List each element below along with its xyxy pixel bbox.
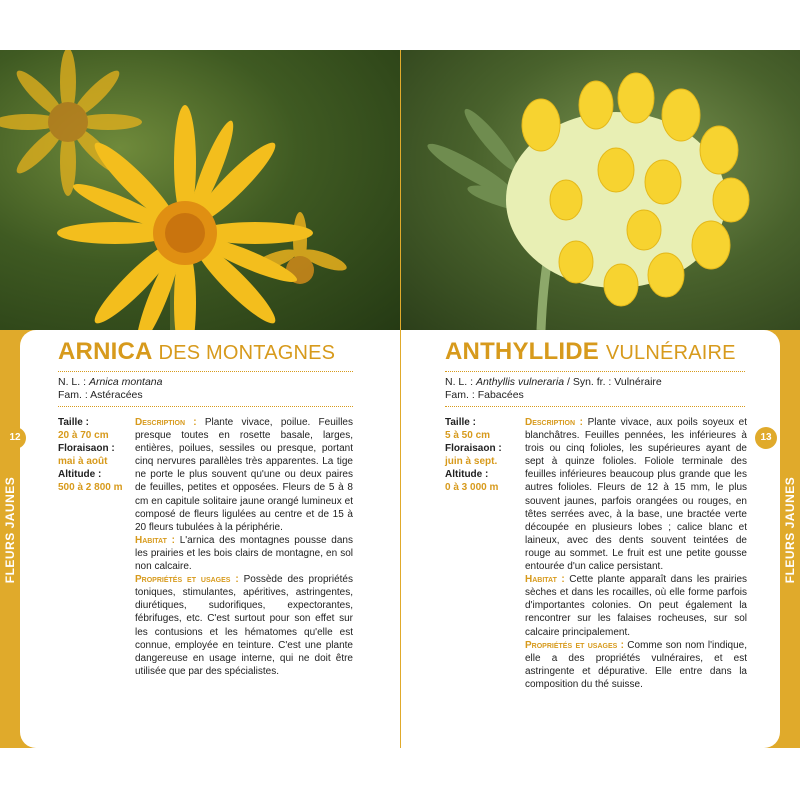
description-text — [525, 416, 747, 691]
altitude-label: Altitude : — [58, 469, 102, 480]
left-page — [0, 50, 400, 748]
altitude-value: 0 à 3 000 m — [445, 482, 499, 493]
synonym-name: Vulnéraire — [614, 376, 662, 388]
description-text — [135, 416, 353, 678]
habitat-heading: Habitat : — [525, 574, 565, 586]
title-main: ANTHYLLIDE — [445, 338, 599, 365]
synonym-label: / Syn. fr. : — [566, 376, 612, 388]
latin-name: Anthyllis vulneraria — [475, 376, 565, 388]
family-label: Fam. : — [58, 389, 88, 401]
habitat-heading: Habitat : — [135, 534, 175, 546]
flowering-label: Floraisaon : — [445, 443, 502, 454]
description-body: Plante vivace, poilue. Feuilles presque toutes en rosette basale, larges, entières, poilues, sessiles ou presque, portant cinq nervures parallèles très apparentes. La tige ne porte le plus souvent qu'une ou deux paires de feuilles, petites et opposées. Fleurs de 5 à 8 cm en capitule solitaire jaune orangé lumineux et composé de fleurs ligulées au centre et de 15 à 20 fleurs tubulées à la périphérie. — [135, 417, 353, 533]
page-number: 13 — [755, 427, 777, 449]
arnica-illustration — [0, 50, 400, 330]
facts-column — [58, 416, 133, 494]
anthyllis-illustration — [401, 50, 800, 330]
divider — [58, 371, 353, 372]
size-label: Taille : — [445, 417, 476, 428]
size-label: Taille : — [58, 417, 89, 428]
properties-body: Possède des propriétés toniques, stimulantes, apéritives, astringentes, diurétiques, sudorifiques, expectorantes, fébrifuges, etc. C'est surtout pour son effet sur les contusions et les hématomes qu'elle est connue, employée en teinture. C'est une plante dangereuse en usage interne, qui ne doit être utilisée que par des spécialistes. — [135, 574, 353, 677]
latin-name-label: N. L. : — [58, 376, 87, 388]
plant-names — [58, 376, 162, 402]
size-value: 5 à 50 cm — [445, 430, 491, 441]
plant-names — [445, 376, 662, 402]
flowering-value: mai à août — [58, 456, 108, 467]
latin-name-label: N. L. : — [445, 376, 474, 388]
flowering-label: Floraisaon : — [58, 443, 115, 454]
habitat-body: Cette plante apparaît dans les prairies sèches et dans les rocailles, où elle forme parfois d'importantes colonies. On peut également la rencontrer sur les falaises rocheuses, sur sol calcaire principalement. — [525, 574, 748, 638]
properties-heading: Propriétés et usages : — [135, 574, 239, 586]
description-heading: Description : — [525, 417, 583, 428]
size-value: 20 à 70 cm — [58, 430, 109, 441]
title-main: ARNICA — [58, 338, 152, 365]
title-rest: DES MONTAGNES — [158, 342, 336, 364]
description-body: Plante vivace, aux poils soyeux et blanchâtres. Feuilles pennées, les inférieures à trois ou cinq folioles, les supérieures ayant de sept à quinze folioles. Foliole terminale des feuilles inférieures beaucoup plus grande que les autres folioles. Fleurs de 12 à 15 mm, le plus souvent jaunes, parfois orangées ou rouges, en têtes serrées avec, à la base, une bractée verte découpée en plusieurs lobes ; calice blanc et laineux, avec des dents souvent teintées de rouge au sommet. Le fruit est une petite gousse entourée d'un calice persistant. — [525, 417, 747, 573]
plant-title — [445, 338, 736, 366]
anthyllis-photo — [401, 50, 800, 330]
arnica-photo — [0, 50, 400, 330]
plant-card-anthyllis — [401, 330, 780, 748]
side-tab-label: FLEURS JAUNES — [783, 476, 797, 584]
side-tab — [0, 380, 20, 680]
right-page — [401, 50, 800, 748]
properties-body: Comme son nom l'indique, elle a des propriétés vulnéraires, et est astringente et dépurative. Elle entre dans la composition du thé suisse. — [525, 639, 748, 690]
title-rest: VULNÉRAIRE — [605, 342, 736, 364]
description-heading: Description : — [135, 417, 197, 428]
altitude-value: 500 à 2 800 m — [58, 482, 123, 493]
altitude-label: Altitude : — [445, 469, 489, 480]
habitat-body: L'arnica des montagnes pousse dans les prairies et les bois clairs de montagne, en sol non calcaire. — [135, 534, 353, 573]
page-number: 12 — [4, 427, 26, 449]
divider — [58, 406, 353, 407]
flowering-value: juin à sept. — [445, 456, 498, 467]
family-name: Fabacées — [477, 389, 524, 401]
family-name: Astéracées — [90, 389, 143, 401]
side-tab — [780, 380, 800, 680]
plant-title — [58, 338, 335, 366]
book-spread — [0, 50, 800, 748]
divider — [445, 371, 745, 372]
plant-card-arnica — [20, 330, 400, 748]
properties-heading: Propriétés et usages : — [525, 639, 624, 651]
facts-column — [445, 416, 520, 494]
divider — [445, 406, 745, 407]
side-tab-label: FLEURS JAUNES — [3, 476, 17, 584]
latin-name: Arnica montana — [88, 376, 163, 388]
family-label: Fam. : — [445, 389, 475, 401]
